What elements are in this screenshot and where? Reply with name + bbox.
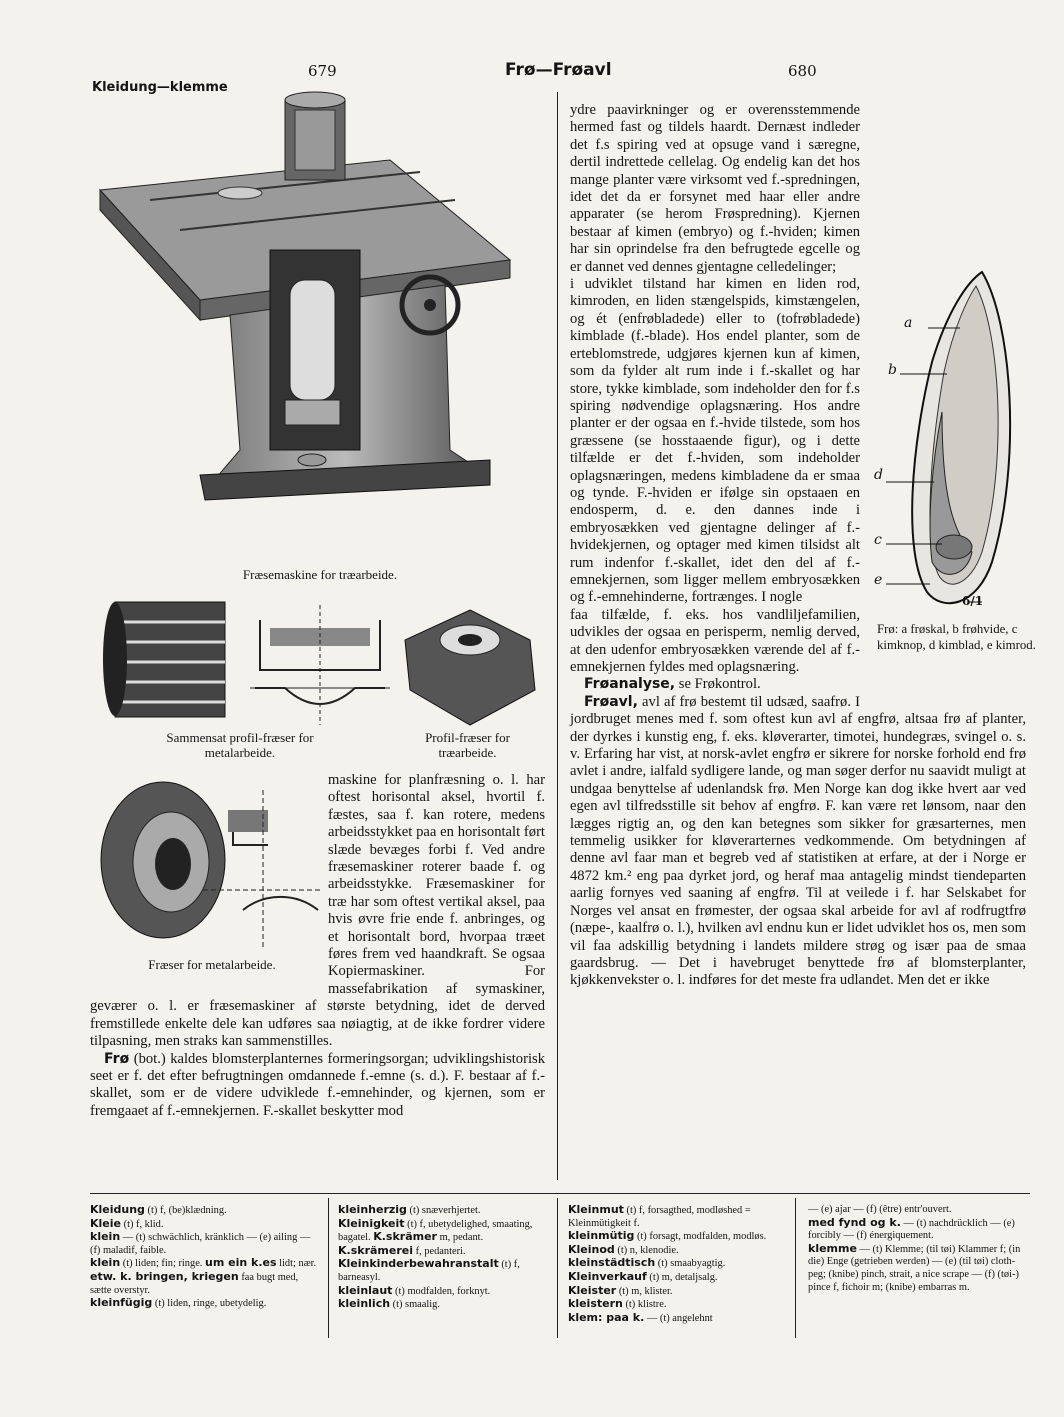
froe-paragraph xyxy=(90,1051,545,1121)
machine-caption: Fræsemaskine for træarbeide. xyxy=(242,567,398,582)
right-column-text xyxy=(570,102,1026,990)
page-title: Frø—Frøavl xyxy=(505,60,612,80)
footer-entry: Kleinverkauf (t) m, detaljsalg. xyxy=(568,1269,718,1283)
seed-label-a: a xyxy=(904,315,913,331)
footer-entry: kleinlich (t) smaalig. xyxy=(338,1297,440,1311)
footer-divider-1 xyxy=(328,1198,329,1338)
seed-caption: Frø: a frøskal, b frøhvide, c kimknop, d kimblad, e kimrod. xyxy=(877,622,1036,652)
froe-continued-paragraph: ydre paavirkninger og er overensstemmende hermed fast og tildels haardt. Dernæst indleder det f.s spiring ved at opsuge vand i særegne, dertil indrettede cellelag. Og endelig kan det hos mange planter være virksomt ved f.-spredningen, idet det da er forsynet med haar eller andre apparater (se herom Frøspredning). Kjernen bestaar af kimen (embryo) og f.-hviden; kimen har sin oprindelse fra den befrugtede egcelle og er dannet ved dennes gjentagne celledelinger; xyxy=(570,102,860,275)
kernel-paragraph: i udviklet tilstand har kimen en liden rod, kimroden, en liden stængelspids, kimstængelen, og ét (enfrøbladede) eller to (tofrøbladede) kimblade (f.-blade). Hos endel planter, som de erteblomstrede, udgjøres kjernen kun af kimen, som da fylder alt rum inde i f.-skallet og har store, tykke kimblade, som indeholder den for f.s spiring nødvendige oplagsnæring. Hos andre planter er der ogsaa en f.-hvide tilstede, som hos græssene (se hosstaaende figur), og i dette tilfælde er det f.-hviden, som indeholder oplagsnæringen, medens kimbladene da er smaa og tynde. F.-hviden er ifølge sin opstaaen en endosperm, d. e. den dannes inde i embryosækken ved gjentagne delinger af f.-hvidekjernen, og optager med kimen tilsidst alt rum indenfor f.-skallet, idet den del af f.-emnekjernen, som ligger mellem embryosækken og f.-emnehinderne, fortrænges. I nogle xyxy=(570,276,860,606)
footer-entry: klemme — (t) Klemme; (til tøi) Klammer f; (in die) Enge (getrieben werden) — (e) (til tøi) cloth-peg; (knibe) pinch, strait, a nice scrape — (f) (tøi-) pince f, fichoir m; (knibe) embarras m. xyxy=(808,1241,1021,1293)
footer-col-4 xyxy=(808,1204,1030,1294)
page-number-right: 680 xyxy=(788,62,817,80)
profile-metal-caption: Sammensat profil-fræser for metalarbeide. xyxy=(166,730,314,760)
seed-label-d: d xyxy=(874,467,883,483)
seed-figure-float-spacer xyxy=(866,259,1026,694)
footer-entry: kleinherzig (t) snæverhjertet. xyxy=(338,1203,481,1216)
profile-section-diagram xyxy=(245,600,395,730)
seed-label-b: b xyxy=(888,362,897,378)
headword-froeanalyse: Frøanalyse, xyxy=(584,676,676,693)
footer-entry: kleinstädtisch (t) smaabyagtig. xyxy=(568,1256,726,1270)
perisperm-paragraph: faa tilfælde, f. eks. hos vandliljefamilien, udvikles der ogsaa en perisperm, nemlig derved, at den udenfor embryosækken værende del af f.-emnekjernen fyldes med oplagsnæring. xyxy=(570,606,860,675)
profile-cutter-metal-illustration xyxy=(95,592,245,727)
footer-col-1 xyxy=(90,1204,318,1311)
footer-entry: — (e) ajar — (f) (être) entr'ouvert. xyxy=(808,1204,952,1215)
column-divider xyxy=(557,92,558,1180)
seed-label-e: e xyxy=(874,572,883,588)
footer-entry: klein (t) liden; fin; ringe. um ein k.es lidt; nær. etw. k. bringen, kriegen faa bugt med, sætte overstyr. xyxy=(90,1256,317,1296)
left-column-text xyxy=(90,772,545,1120)
footer-divider-2 xyxy=(557,1198,558,1338)
footer-entry: Kleie (t) f, klid. xyxy=(90,1216,164,1230)
footer-entry: kleinlaut (t) modfalden, forknyt. xyxy=(338,1283,491,1297)
footer-entry: Kleinmut (t) f, forsagthed, modløshed = Kleinmütigkeit f. xyxy=(568,1203,751,1229)
figure-float-spacer xyxy=(90,772,328,987)
profile-wood-caption: Profil-fræser for træarbeide. xyxy=(425,730,510,760)
footer-entry: kleinfügig (t) liden, ringe, ubetydelig. xyxy=(90,1296,267,1310)
page-number-left: 679 xyxy=(308,62,337,80)
headword-froe: Frø xyxy=(104,1050,130,1067)
footer-col-3 xyxy=(568,1204,786,1325)
footer-rule xyxy=(90,1193,1030,1194)
froeavl-text: avl af frø bestemt til udsæd, saafrø. I jordbruget menes med f. som oftest kun avl af engfrø, altsaa frø af planter, der dyrkes i kunstig eng, f. eks. kløverarter, timotei, hundegræs, svingel o. s. v. Erfaring har vist, at norsk-avlet engfrø er sikrere for norske forhold end frø avlet i andre, ialfald sydligere lande, og man søger derfor nu saavidt muligt at undgaa benyttelse af udenlandsk frø. Men Norge kan dog ikke hvert aar ved egen avl tilfredsstille sit behov af engfrø. F. kan være ret lønsom, naar den lægges rigtig an, og den kan betegnes som sikker for græsarternes, men temmelig usikker for kløverarternes vedkommende. Om betydningen af denne avl faar man et begreb ved af statistiken at erfare, at der i Norge er 4872 km.² eng paa dyrket jord, og heraf maa antagelig mindst tiendeparten aarlig fornyes ved saaning af engfrø. Til at veilede i f. har Selskabet for Norges vel ansat en frømester, der ogsaa skal arbeide for avl af rodfrugtfrø (næpe-, kaalfrø o. l.), hvilken avl endnu kun er lidet udviklet hos os, men som vil faa adskillig betydning i landets mildere strøg og især paa de smaa gaardsbrug. — Det i havebruget benyttede frø af blomsterplanter, kjøkkenvekster o. l. indføres for det meste fra udlandet. Men det er ikke xyxy=(570,693,1026,989)
froeavl-paragraph xyxy=(570,694,1026,990)
seed-fraction: 6/1 xyxy=(962,594,984,608)
footer-entry: kleinmütig (t) forsagt, modfalden, modløs. xyxy=(568,1229,767,1243)
footer-entry: Kleidung (t) f, (be)klædning. xyxy=(90,1203,227,1216)
profile-cutter-wood-illustration xyxy=(395,600,545,735)
milling-machine-illustration xyxy=(90,90,540,560)
footer-divider-3 xyxy=(795,1198,796,1338)
froe-text: (bot.) kaldes blomsterplanternes formeringsorgan; udviklingshistorisk seet er f. det efter befrugtningen omdannede f.-emne (s. d.). F. bestaar af f.-skallet, som er de videre udviklede f.-emnehinder, og kjernen, som er fremgaaet af f.-emnekjernen. F.-skallet beskytter mod xyxy=(90,1050,545,1119)
footer-entry: klem: paa k. — (t) angelehnt xyxy=(568,1310,713,1324)
footer-entry: Kleister (t) m, klister. xyxy=(568,1283,673,1297)
footer-entry: Kleinkinderbewahranstalt (t) f, barneasyl. xyxy=(338,1257,520,1283)
cutter-caption: Fræser for metalarbeide. xyxy=(148,957,276,972)
footer-entry: med fynd og k. — (t) nachdrücklich — (e) forcibly — (f) énergiquement. xyxy=(808,1215,1015,1242)
headword-froeavl: Frøavl, xyxy=(584,693,638,710)
footer-entry: Kleinod (t) n, klenodie. xyxy=(568,1242,679,1256)
footer-entry: kleistern (t) klistre. xyxy=(568,1297,667,1311)
milling-paragraph: maskine for planfræsning o. l. har oftest horisontal aksel, hvortil f. fæstes, saa f. kan rotere, medens arbeidsstykket paa en horisontalt ført slæde bevæges forbi f. Ved andre fræsemaskiner roterer baade f. og arbeidsstykke. Fræsemaskiner for træ har som oftest vertikal aksel, paa hvis øvre frie ende f. anbringes, og et horisontalt bord, hvorpaa træet føres frem ved haandkraft. Se ogsaa Kopiermaskiner. For massefabrikation af symaskiner, geværer o. l. er fræsemaskiner af største betydning, idet de derved fremstillede enkelte dele kan udføres saa nøiagtig, at de ikke fordrer videre tilpasning, men straks kan sammenstilles. xyxy=(90,772,545,1050)
footer-col-2 xyxy=(338,1204,550,1312)
section-range: Kleidung—klemme xyxy=(92,80,228,95)
froeanalyse-text: se Frøkontrol. xyxy=(678,676,761,693)
footer-entry: Kleinigkeit (t) f, ubetydelighed, smaating, bagatel. K.skrämer m, pedant. K.skrämerei f, pedanteri. xyxy=(338,1216,533,1257)
seed-label-c: c xyxy=(874,532,882,548)
footer-entry: klein — (t) schwächlich, kränklich — (e) ailing — (f) maladif, faible. xyxy=(90,1230,311,1256)
